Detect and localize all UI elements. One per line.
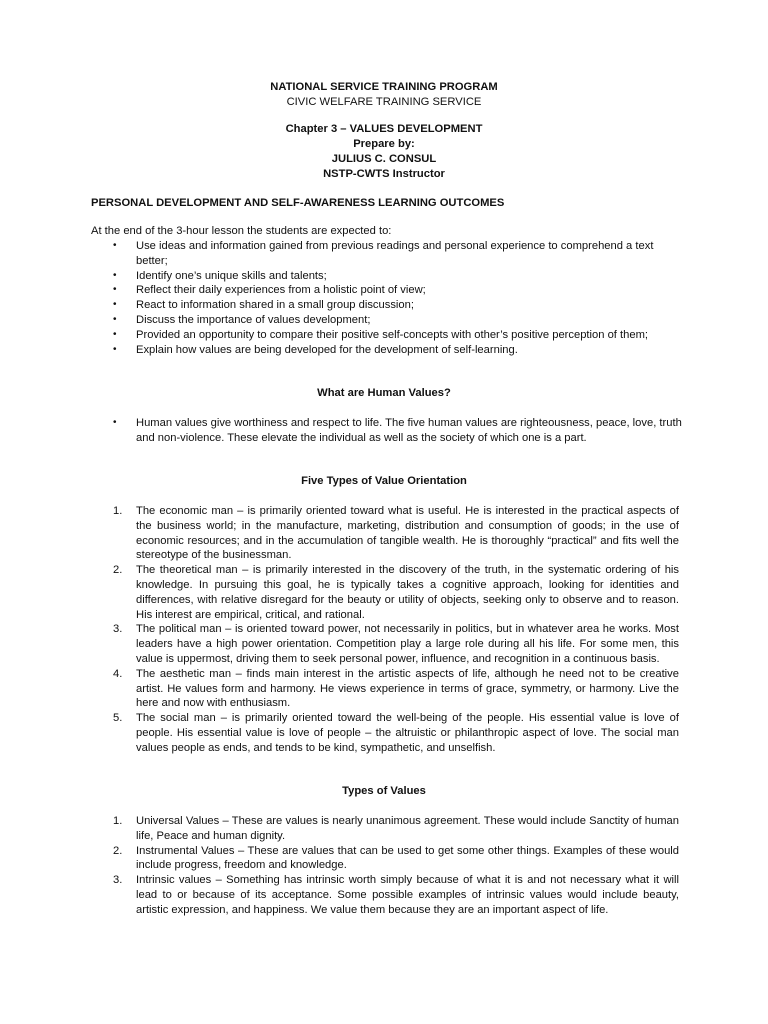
author-role: NSTP-CWTS Instructor <box>323 168 445 180</box>
author-name: JULIUS C. CONSUL <box>331 153 437 165</box>
item-text: Instrumental Values – These are values that can be used to get some other things. Examples of these would include progress, freedom and knowledge. <box>136 844 679 872</box>
item-number: 1. <box>113 505 123 517</box>
list-item: • Provided an opportunity to compare their positive self-concepts with other’s positive perception of them; <box>113 328 685 343</box>
item-number: 3. <box>113 623 123 636</box>
item-number: 2. <box>113 844 123 857</box>
item-number: 3. <box>113 874 123 887</box>
orientation-title: Five Types of Value Orientation <box>301 475 467 487</box>
item-text: The aesthetic man – finds main interest in the artistic aspects of life, although he need not to be creative artist. He values form and harmony. He views experience in terms of grace, symmetry, or harmony. Live the here and now with enthusiasm. <box>136 667 679 710</box>
item-number: 5. <box>113 712 123 725</box>
list-item: • Human values give worthiness and respect to life. The five human values are righteousness, peace, love, truth and non-violence. These elevate the individual as well as the society of which one is a part. <box>113 416 685 446</box>
list-item: • Explain how values are being developed for the development of self-learning. <box>113 343 685 358</box>
prepared-by-label: Prepare by: <box>353 138 415 150</box>
list-item <box>113 622 679 666</box>
item-text: The theoretical man – is primarily interested in the discovery of the truth, in the systematic ordering of his knowledge. In pursuing this goal, he is typically takes a cognitive approach, looking for identities and differences, with relative disregard for the beauty or utility of objects, seeking only to observe and to reason. His interest are empirical, critical, and rational. <box>136 564 679 621</box>
outcomes-intro: At the end of the 3-hour lesson the students are expected to: <box>91 225 392 237</box>
orientation-list <box>113 504 679 756</box>
list-item <box>113 711 679 755</box>
item-number: 2. <box>113 564 123 577</box>
chapter-title: Chapter 3 – VALUES DEVELOPMENT <box>285 123 483 135</box>
list-item: • Identify one’s unique skills and talents; <box>113 269 685 284</box>
item-text: Universal Values – These are values is nearly unanimous agreement. These would include Sanctity of human life, Peace and human dignity. <box>136 815 679 842</box>
list-item <box>113 504 679 563</box>
outcomes-list <box>113 239 685 357</box>
list-item <box>113 873 679 917</box>
outcomes-title: PERSONAL DEVELOPMENT AND SELF-AWARENESS LEARNING OUTCOMES <box>91 197 505 209</box>
list-item <box>113 844 679 874</box>
item-number: 1. <box>113 815 123 827</box>
human-values-title: What are Human Values? <box>317 387 451 399</box>
list-item: • React to information shared in a small group discussion; <box>113 298 685 313</box>
list-item <box>113 563 679 622</box>
list-item: • Reflect their daily experiences from a holistic point of view; <box>113 283 685 298</box>
item-text: The social man – is primarily oriented toward the well-being of the people. His essential value is love of people. His essential value is love of people – the altruistic or philanthropic aspect of love. The social man values people as ends, and tends to be kind, sympathetic, and unselfish. <box>136 712 679 754</box>
types-title: Types of Values <box>342 785 426 797</box>
item-number: 4. <box>113 667 123 680</box>
list-item: • Discuss the importance of values development; <box>113 313 685 328</box>
program-title: NATIONAL SERVICE TRAINING PROGRAM <box>270 81 498 93</box>
list-item <box>113 814 679 844</box>
item-text: The political man – is oriented toward power, not necessarily in politics, but in whatever area he works. Most leaders have a high power orientation. Competition play a large role during all his life. For some men, this value is uppermost, driving them to seek personal power, influence, and recognition in a continuous basis. <box>136 623 679 665</box>
item-text: The economic man – is primarily oriented toward what is useful. He is interested in the practical aspects of the business world; in the manufacture, marketing, distribution and consumption of goods; in the use of economic resources; and in the accumulation of tangible wealth. He is thoroughly “practical” and fits well the stereotype of the businessman. <box>136 505 679 562</box>
list-item <box>113 667 679 711</box>
human-values-list <box>113 416 685 446</box>
program-subtitle: CIVIC WELFARE TRAINING SERVICE <box>286 96 482 108</box>
types-list <box>113 814 679 918</box>
item-text: Intrinsic values – Something has intrinsic worth simply because of what it is and not necessary what it will lead to or because of its acceptance. Some possible examples of intrinsic values would include beauty, artistic expression, and happiness. We value them because they are an important aspect of life. <box>136 874 679 916</box>
list-item: • Use ideas and information gained from previous readings and personal experience to comprehend a text better; <box>113 239 685 269</box>
